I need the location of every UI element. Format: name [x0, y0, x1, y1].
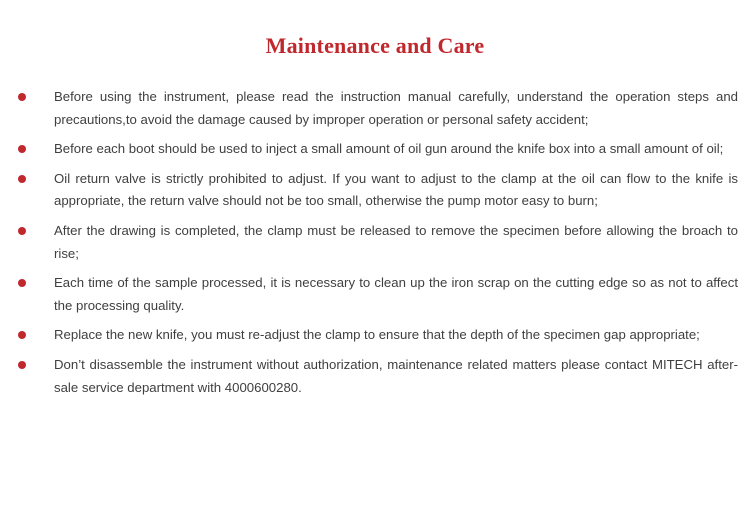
maintenance-bullet-list: [18, 86, 738, 399]
list-item: [18, 354, 738, 399]
bullet-dot-icon: [18, 279, 26, 287]
bullet-dot-icon: [18, 175, 26, 183]
list-item: [18, 220, 738, 265]
list-item: [18, 86, 738, 131]
bullet-dot-icon: [18, 331, 26, 339]
list-item-text: Replace the new knife, you must re-adjust the clamp to ensure that the depth of the specimen gap appropriate;: [54, 327, 700, 343]
list-item-text: Each time of the sample processed, it is necessary to clean up the iron scrap on the cutting edge so as not to affect the processing quality.: [54, 275, 738, 313]
bullet-dot-icon: [18, 93, 26, 101]
page-title: Maintenance and Care: [265, 33, 485, 58]
list-item-text: Before using the instrument, please read the instruction manual carefully, understand the operation steps and precautions,to avoid the damage caused by improper operation or personal safety accident;: [54, 89, 738, 127]
list-item: [18, 272, 738, 317]
list-item-text: Oil return valve is strictly prohibited to adjust. If you want to adjust to the clamp at the oil can flow to the knife is appropriate, the return valve should not be too small, otherwise the pump motor easy to burn;: [54, 170, 738, 209]
list-item: [18, 138, 738, 161]
list-item-text: After the drawing is completed, the clamp must be released to remove the specimen before allowing the broach to rise;: [54, 222, 738, 261]
bullet-dot-icon: [18, 227, 26, 235]
list-item: [18, 168, 738, 213]
list-item-text: Don’t disassemble the instrument without authorization, maintenance related matters please contact MITECH after-sale service department with 4000600280.: [54, 356, 738, 395]
bullet-dot-icon: [18, 361, 26, 369]
list-item-text: Before each boot should be used to inject a small amount of oil gun around the knife box into a small amount of oil;: [54, 141, 724, 157]
list-item: [18, 324, 738, 347]
bullet-dot-icon: [18, 145, 26, 153]
